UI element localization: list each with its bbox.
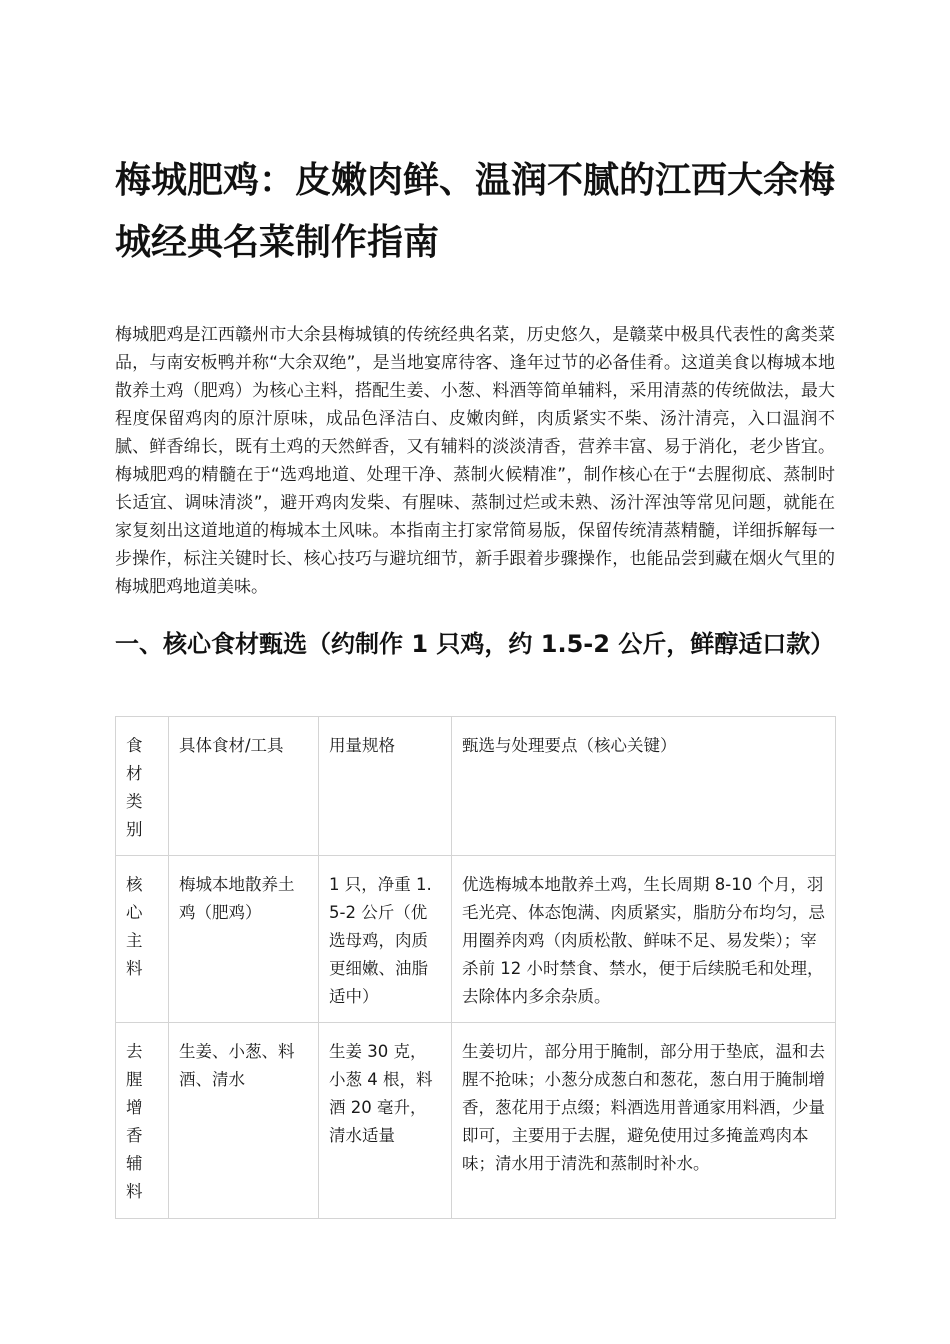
cell-amount: 生姜 30 克，小葱 4 根，料酒 20 毫升，清水适量 bbox=[319, 1023, 452, 1219]
table-row bbox=[116, 856, 836, 1023]
cell-item: 梅城本地散养土鸡（肥鸡） bbox=[169, 856, 319, 1023]
cell-category: 核心主料 bbox=[116, 856, 169, 1023]
cell-item: 生姜、小葱、料酒、清水 bbox=[169, 1023, 319, 1219]
table-row bbox=[116, 1023, 836, 1219]
header-amount: 用量规格 bbox=[319, 717, 452, 856]
ingredients-table bbox=[115, 716, 836, 1219]
section-heading-ingredients: 一、核心食材甄选（约制作 1 只鸡，约 1.5-2 公斤，鲜醇适口款） bbox=[115, 630, 835, 658]
cell-amount: 1 只，净重 1.5-2 公斤（优选母鸡，肉质更细嫩、油脂适中） bbox=[319, 856, 452, 1023]
table-header-row bbox=[116, 717, 836, 856]
header-category: 食材类别 bbox=[116, 717, 169, 856]
intro-paragraph: 梅城肥鸡是江西赣州市大余县梅城镇的传统经典名菜，历史悠久，是赣菜中极具代表性的禽类菜品，与南安板鸭并称“大余双绝”，是当地宴席待客、逢年过节的必备佳肴。这道美食以梅城本地散养土鸡（肥鸡）为核心主料，搭配生姜、小葱、料酒等简单辅料，采用清蒸的传统做法，最大程度保留鸡肉的原汁原味，成品色泽洁白、皮嫩肉鲜，肉质紧实不柴、汤汁清亮，入口温润不腻、鲜香绵长，既有土鸡的天然鲜香，又有辅料的淡淡清香，营养丰富、易于消化，老少皆宜。梅城肥鸡的精髓在于“选鸡地道、处理干净、蒸制火候精准”，制作核心在于“去腥彻底、蒸制时长适宜、调味清淡”，避开鸡肉发柴、有腥味、蒸制过烂或未熟、汤汁浑浊等常见问题，就能在家复刻出这道地道的梅城本土风味。本指南主打家常简易版，保留传统清蒸精髓，详细拆解每一步操作，标注关键时长、核心技巧与避坑细节，新手跟着步骤操作，也能品尝到藏在烟火气里的梅城肥鸡地道美味。 bbox=[115, 325, 835, 597]
page-title: 梅城肥鸡：皮嫩肉鲜、温润不腻的江西大余梅城经典名菜制作指南 bbox=[115, 160, 836, 263]
cell-notes: 生姜切片，部分用于腌制，部分用于垫底，温和去腥不抢味；小葱分成葱白和葱花，葱白用于腌制增香，葱花用于点缀；料酒选用普通家用料酒，少量即可，主要用于去腥，避免使用过多掩盖鸡肉本味；清水用于清洗和蒸制时补水。 bbox=[452, 1023, 836, 1219]
cell-category: 去腥增香辅料 bbox=[116, 1023, 169, 1219]
cell-notes: 优选梅城本地散养土鸡，生长周期 8-10 个月，羽毛光亮、体态饱满、肉质紧实，脂肪分布均匀，忌用圈养肉鸡（肉质松散、鲜味不足、易发柴）；宰杀前 12 小时禁食、禁水，便于后续脱毛和处理，去除体内多余杂质。 bbox=[452, 856, 836, 1023]
header-notes: 甄选与处理要点（核心关键） bbox=[452, 717, 836, 856]
header-item: 具体食材/工具 bbox=[169, 717, 319, 856]
